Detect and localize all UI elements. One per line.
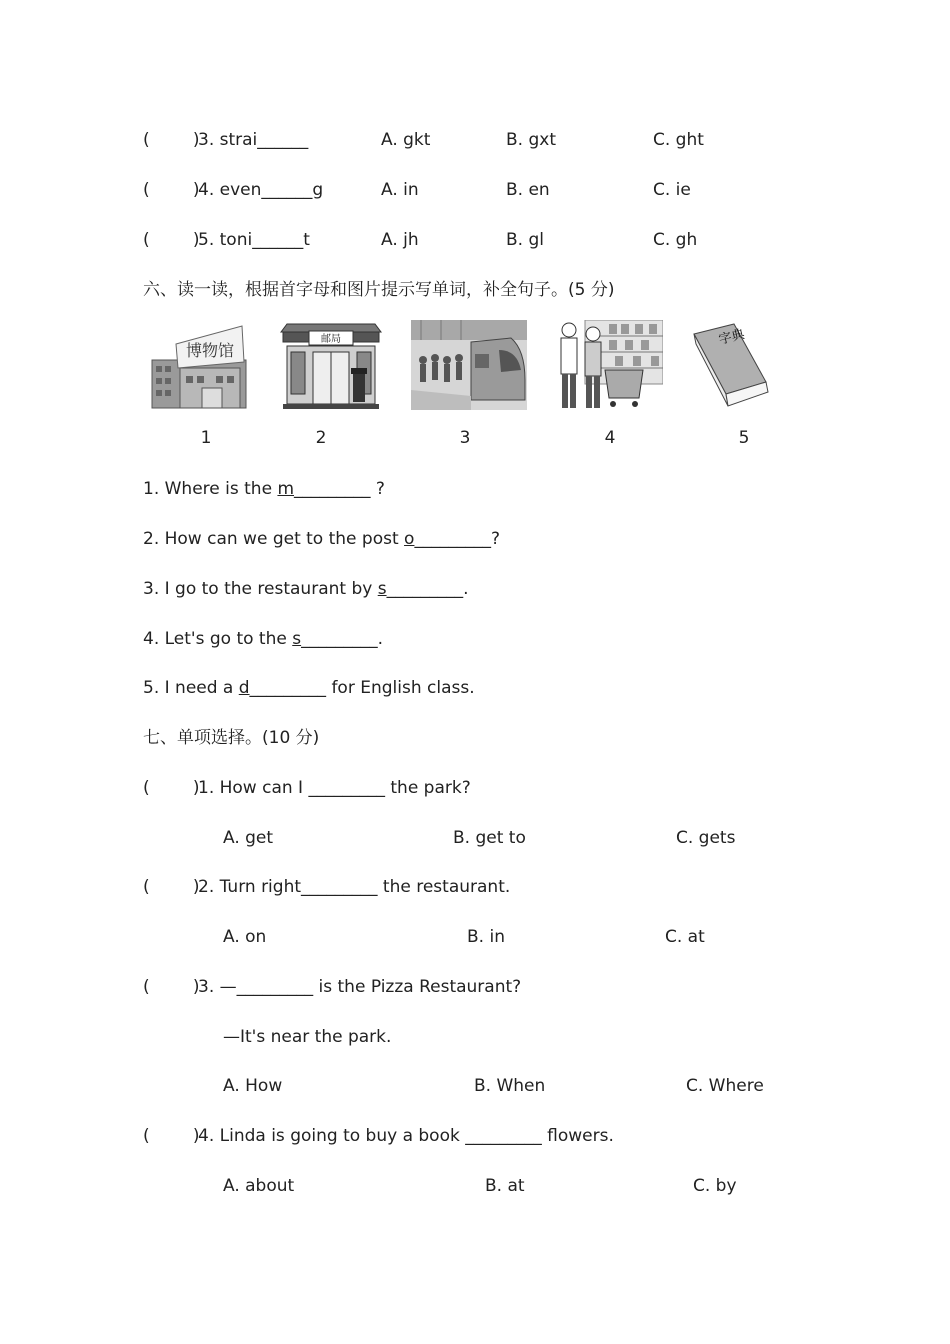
fill-sentence[interactable]	[143, 578, 468, 600]
option-b: B. in	[467, 927, 505, 947]
post-office-icon	[279, 322, 383, 410]
sign-text: 博物馆	[185, 341, 235, 360]
option-c: C. ght	[653, 130, 704, 150]
sign-text: 字典	[717, 327, 747, 348]
option-b: B. When	[474, 1076, 546, 1096]
option-b: B. gl	[506, 230, 544, 250]
picture-number: 1	[200, 428, 212, 448]
sentence-text: 1. Where is the	[143, 479, 278, 499]
option-c: C. gh	[653, 230, 698, 250]
sentence-text: 3. I go to the restaurant by	[143, 579, 378, 599]
answer-paren[interactable]: ( )	[143, 230, 200, 250]
fill-sentence[interactable]	[143, 478, 385, 500]
option-a: A. in	[381, 180, 419, 200]
question-stem: 4. even______g	[198, 180, 324, 200]
answer-paren[interactable]: ( )	[143, 877, 200, 897]
option-a: A. jh	[381, 230, 419, 250]
option-c: C. Where	[686, 1076, 764, 1096]
sentence-text: 4. Let's go to the	[143, 629, 293, 649]
question-stem: 4. Linda is going to buy a book _________ flowers.	[198, 1126, 614, 1146]
option-b: B. gxt	[506, 130, 556, 150]
fill-sentence[interactable]	[143, 677, 475, 699]
sentence-text: 2. How can we get to the post	[143, 529, 405, 549]
blank[interactable]: _________ ?	[294, 479, 385, 499]
blank[interactable]: _________.	[386, 579, 469, 599]
answer-paren[interactable]: ( )	[143, 130, 200, 150]
blank[interactable]: _________ for English class.	[249, 678, 475, 698]
supermarket-shoppers-icon	[555, 320, 663, 410]
question-stem: 5. toni______t	[198, 230, 310, 250]
answer-paren[interactable]: ( )	[143, 977, 200, 997]
dictionary-icon	[690, 322, 770, 412]
picture-number: 4	[604, 428, 616, 448]
question-stem: 3. strai______	[198, 130, 309, 150]
section-heading: 六、读一读，根据首字母和图片提示写单词，补全句子。(5 分)	[143, 280, 615, 300]
first-letter-hint: m	[277, 479, 294, 499]
picture-number: 2	[315, 428, 327, 448]
option-c: C. gets	[676, 828, 736, 848]
blank[interactable]: _________?	[414, 529, 500, 549]
museum-icon	[150, 322, 250, 410]
answer-paren[interactable]: ( )	[143, 180, 200, 200]
first-letter-hint: d	[238, 678, 250, 698]
first-letter-hint: s	[292, 629, 302, 649]
first-letter-hint: o	[404, 529, 415, 549]
option-a: A. about	[223, 1176, 295, 1196]
option-b: B. at	[485, 1176, 525, 1196]
option-b: B. get to	[453, 828, 526, 848]
sign-text: 邮局	[321, 334, 341, 345]
sentence-text: 5. I need a	[143, 678, 239, 698]
picture-number: 3	[459, 428, 471, 448]
answer-paren[interactable]: ( )	[143, 778, 200, 798]
option-c: C. ie	[653, 180, 691, 200]
subway-train-icon	[411, 320, 527, 410]
fill-sentence[interactable]	[143, 528, 500, 550]
option-a: A. get	[223, 828, 274, 848]
picture-number: 5	[738, 428, 750, 448]
section-heading: 七、单项选择。(10 分)	[143, 728, 320, 748]
option-c: C. at	[665, 927, 705, 947]
option-b: B. en	[506, 180, 550, 200]
option-c: C. by	[693, 1176, 737, 1196]
question-stem: 3. —_________ is the Pizza Restaurant?	[198, 977, 522, 997]
first-letter-hint: s	[377, 579, 387, 599]
option-a: A. How	[223, 1076, 283, 1096]
question-stem: 2. Turn right_________ the restaurant.	[198, 877, 511, 897]
fill-sentence[interactable]	[143, 628, 383, 650]
answer-paren[interactable]: ( )	[143, 1126, 200, 1146]
option-a: A. on	[223, 927, 267, 947]
question-stem: 1. How can I _________ the park?	[198, 778, 471, 798]
option-a: A. gkt	[381, 130, 431, 150]
blank[interactable]: _________.	[301, 629, 383, 649]
reply-line: —It's near the park.	[223, 1027, 392, 1047]
